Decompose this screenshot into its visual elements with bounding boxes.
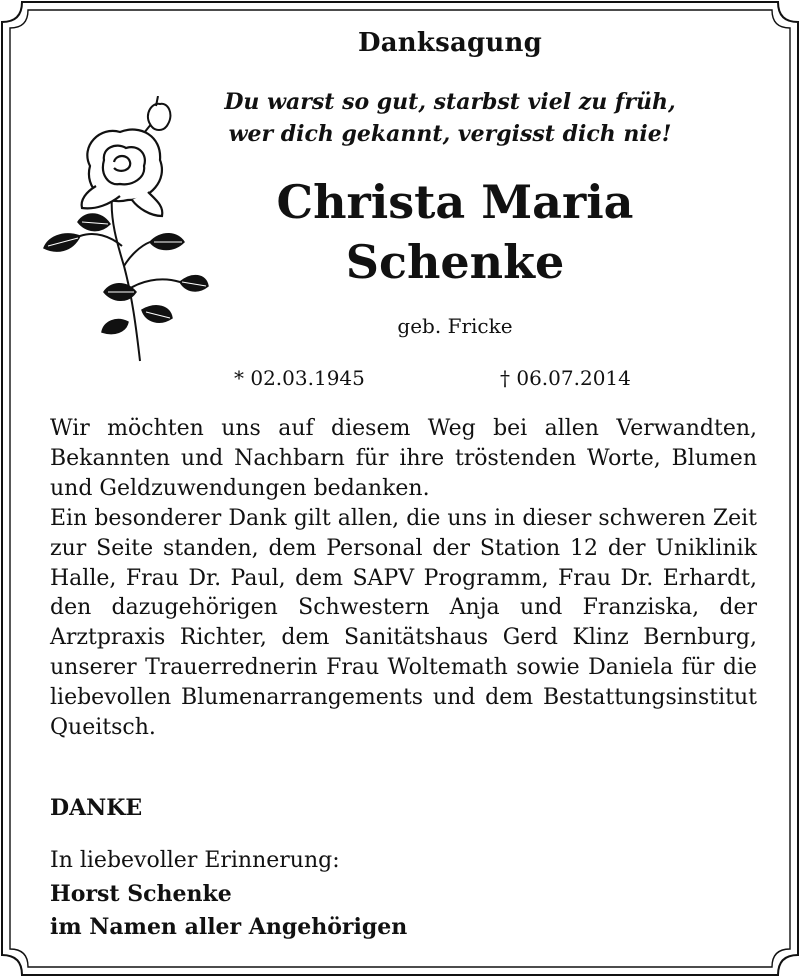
paragraph-1: Wir möchten uns auf diesem Weg bei allen Verwandten, Bekannten und Nachbarn für ihre tröstenden Worte, Blumen und Geldzuwendungen bedanken. [50, 416, 757, 501]
verse-line-1: Du warst so gut, starbst viel zu früh, [224, 89, 676, 115]
memorial-verse [190, 86, 710, 150]
signer-note: im Namen aller Angehörigen [50, 914, 408, 940]
thanks-heading: DANKE [50, 795, 143, 821]
deceased-name [220, 172, 690, 292]
verse-line-2: wer dich gekannt, vergisst dich nie! [228, 121, 672, 147]
remembrance-line: In liebevoller Erinnerung: [50, 848, 340, 873]
signer-name: Horst Schenke [50, 881, 232, 907]
name-line-2: Schenke [345, 235, 565, 289]
death-date: † 06.07.2014 [500, 366, 631, 390]
thanks-text [50, 414, 757, 743]
rose-icon [40, 96, 210, 366]
notice-title: Danksagung [358, 28, 542, 58]
paragraph-2: Ein besonderer Dank gilt allen, die uns in dieser schweren Zeit zur Seite standen, dem Personal der Station 12 der Uniklinik Halle, Frau Dr. Paul, dem SAPV Programm, Frau Dr. Erhardt, den dazugehörigen Schwestern Anja und Franziska, der Arztpraxis Richter, dem Sanitätshaus Gerd Klinz Bernburg, unserer Trauerrednerin Frau Woltemath sowie Daniela für die liebevollen Blumenarrangements und dem Bestattungsinstitut Queitsch. [50, 505, 757, 741]
birth-date: * 02.03.1945 [234, 366, 365, 390]
maiden-name: geb. Fricke [397, 314, 513, 338]
name-line-1: Christa Maria [276, 175, 634, 229]
